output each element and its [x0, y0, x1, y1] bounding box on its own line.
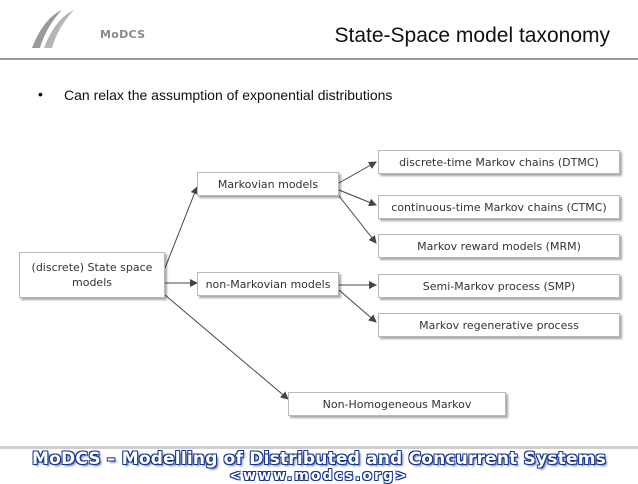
node-mrm: Markov reward models (MRM)	[378, 234, 620, 258]
edge-non-markovian-mrp	[339, 290, 376, 322]
bullet-text: Can relax the assumption of exponential distributions	[64, 87, 393, 103]
node-state-space-models: (discrete) State space models	[19, 252, 165, 298]
node-smp: Semi-Markov process (SMP)	[378, 274, 620, 298]
edge-root-markovian	[165, 187, 197, 268]
edge-markovian-dtmc	[339, 162, 376, 183]
node-ctmc: continuous-time Markov chains (CTMC)	[378, 195, 620, 219]
edge-root-non-homogeneous	[165, 295, 288, 399]
bullet-marker: •	[38, 86, 43, 102]
footer-banner	[0, 446, 638, 484]
node-non-markovian-models: non-Markovian models	[197, 272, 339, 296]
page-title: State-Space model taxonomy	[334, 24, 610, 47]
node-dtmc: discrete-time Markov chains (DTMC)	[378, 150, 620, 174]
logo-text: MoDCS	[100, 28, 146, 41]
footer-title: MoDCS – Modelling of Distributed and Concurrent Systems	[32, 449, 606, 469]
footer-url: <www.modcs.org>	[229, 468, 409, 484]
node-markovian-models: Markovian models	[197, 172, 339, 196]
node-markov-regenerative: Markov regenerative process	[378, 313, 620, 337]
node-non-homogeneous-markov: Non-Homogeneous Markov	[288, 392, 506, 416]
